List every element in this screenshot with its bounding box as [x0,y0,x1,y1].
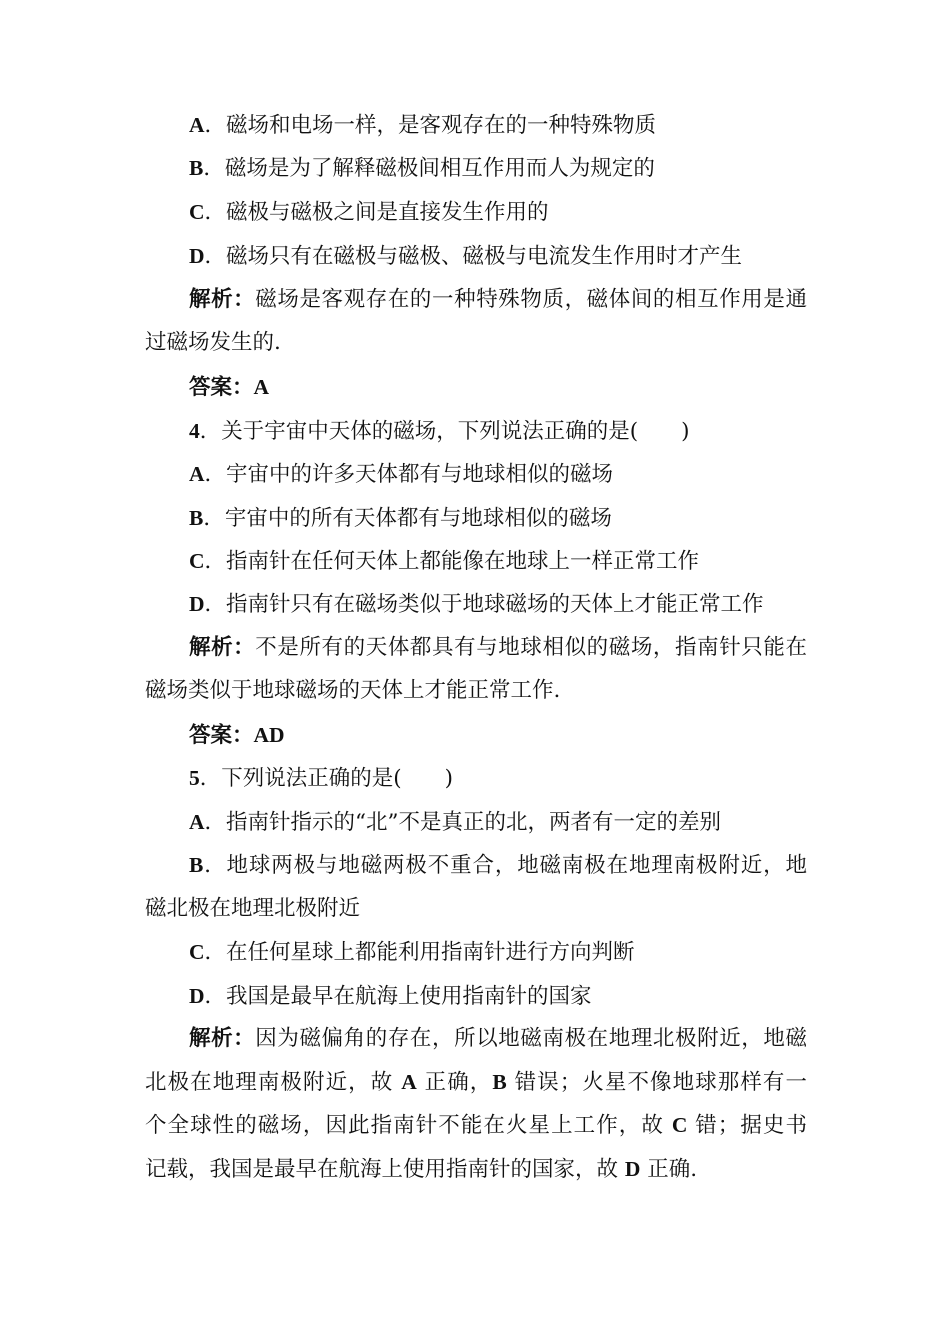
analysis-label: 解析： [189,635,256,660]
answer-value: AD [253,723,285,747]
option-label: C [189,200,205,224]
option-label: B [189,506,204,530]
answer-label: 答案： [189,375,254,400]
analysis-text: 正确. [640,1157,698,1182]
analysis-text: 因为磁偏角的存在，所以地磁南极在地理北极附近，地磁 [255,1026,807,1051]
q5-analysis-line-2 [145,1069,807,1096]
q4-analysis-line-1 [189,635,807,661]
q3-option-d [189,243,807,270]
q4-analysis-line-2 [145,678,807,704]
q5-analysis-line-3 [145,1112,807,1139]
q4-answer [189,722,807,749]
option-text: ．我国是最早在航海上使用指南针的国家 [204,984,592,1009]
analysis-text: 磁场是客观存在的一种特殊物质，磁体间的相互作用是通 [255,287,807,312]
option-ref: B [492,1070,507,1094]
q3-option-a [189,112,807,139]
analysis-text: 记载，我国是最早在航海上使用指南针的国家，故 [145,1157,625,1182]
option-text: ．磁场只有在磁极与磁极、磁极与电流发生作用时才产生 [204,244,743,269]
analysis-text: 错误；火星不像地球那样有一 [506,1070,807,1095]
option-label: B [189,156,204,180]
option-text: ．指南针只有在磁场类似于地球磁场的天体上才能正常工作 [204,592,764,617]
q5-analysis-line-1 [189,1026,807,1052]
q5-analysis-line-4 [145,1156,807,1183]
q3-option-b [189,155,807,182]
analysis-text: 过磁场发生的. [145,330,281,355]
option-text: ．磁场是为了解释磁极间相互作用而人为规定的 [203,156,655,181]
q4-stem [189,418,807,445]
option-label: A [189,113,205,137]
q3-answer [189,374,807,401]
q4-option-a [189,461,807,488]
q4-option-c [189,548,807,575]
option-label: D [189,984,205,1008]
option-text: ．磁极与磁极之间是直接发生作用的 [204,200,549,225]
option-label: A [189,462,205,486]
question-stem: ．关于宇宙中天体的磁场，下列说法正确的是( ) [199,419,690,444]
analysis-text: 不是所有的天体都具有与地球相似的磁场，指南针只能在 [255,635,807,660]
q3-analysis-line-1 [189,287,807,313]
analysis-text: 个全球性的磁场，因此指南针不能在火星上工作，故 [145,1113,672,1138]
q5-option-d [189,983,807,1010]
option-text: ．地球两极与地磁两极不重合，地磁南极在地理南极附近，地 [203,853,807,878]
option-text: ．宇宙中的许多天体都有与地球相似的磁场 [204,462,614,487]
analysis-text: 北极在地理南极附近，故 [145,1070,402,1095]
option-text: ．磁场和电场一样，是客观存在的一种特殊物质 [204,113,657,138]
analysis-label: 解析： [189,287,256,312]
option-label: D [189,244,205,268]
analysis-text: 错；据史书 [687,1113,807,1138]
option-text: ．指南针指示的“北”不是真正的北，两者有一定的差别 [204,810,722,835]
analysis-label: 解析： [189,1026,256,1051]
analysis-text: 磁场类似于地球磁场的天体上才能正常工作. [145,678,561,703]
q4-option-b [189,505,807,532]
option-label: C [189,940,205,964]
q4-option-d [189,591,807,618]
q5-option-b [189,852,807,879]
option-text: ．宇宙中的所有天体都有与地球相似的磁场 [203,506,612,531]
option-ref: A [401,1070,417,1094]
option-ref: C [671,1113,688,1137]
option-text: 磁北极在地理北极附近 [145,896,361,921]
option-text: ．在任何星球上都能利用指南针进行方向判断 [204,940,635,965]
q5-option-a [189,809,807,836]
question-stem: ．下列说法正确的是( ) [199,766,454,791]
option-label: B [189,853,204,877]
option-ref: D [624,1157,641,1181]
question-number: 5 [189,766,200,790]
answer-label: 答案： [189,723,254,748]
analysis-text: 正确， [416,1070,493,1095]
q5-stem [189,765,807,792]
question-number: 4 [189,419,200,443]
q5-option-b-continuation [145,896,807,922]
answer-value: A [253,375,270,399]
q5-option-c [189,939,807,966]
q3-analysis-line-2 [145,330,807,356]
q3-option-c [189,199,807,226]
option-text: ．指南针在任何天体上都能像在地球上一样正常工作 [204,549,700,574]
option-label: D [189,592,205,616]
option-label: C [189,549,205,573]
option-label: A [189,810,205,834]
